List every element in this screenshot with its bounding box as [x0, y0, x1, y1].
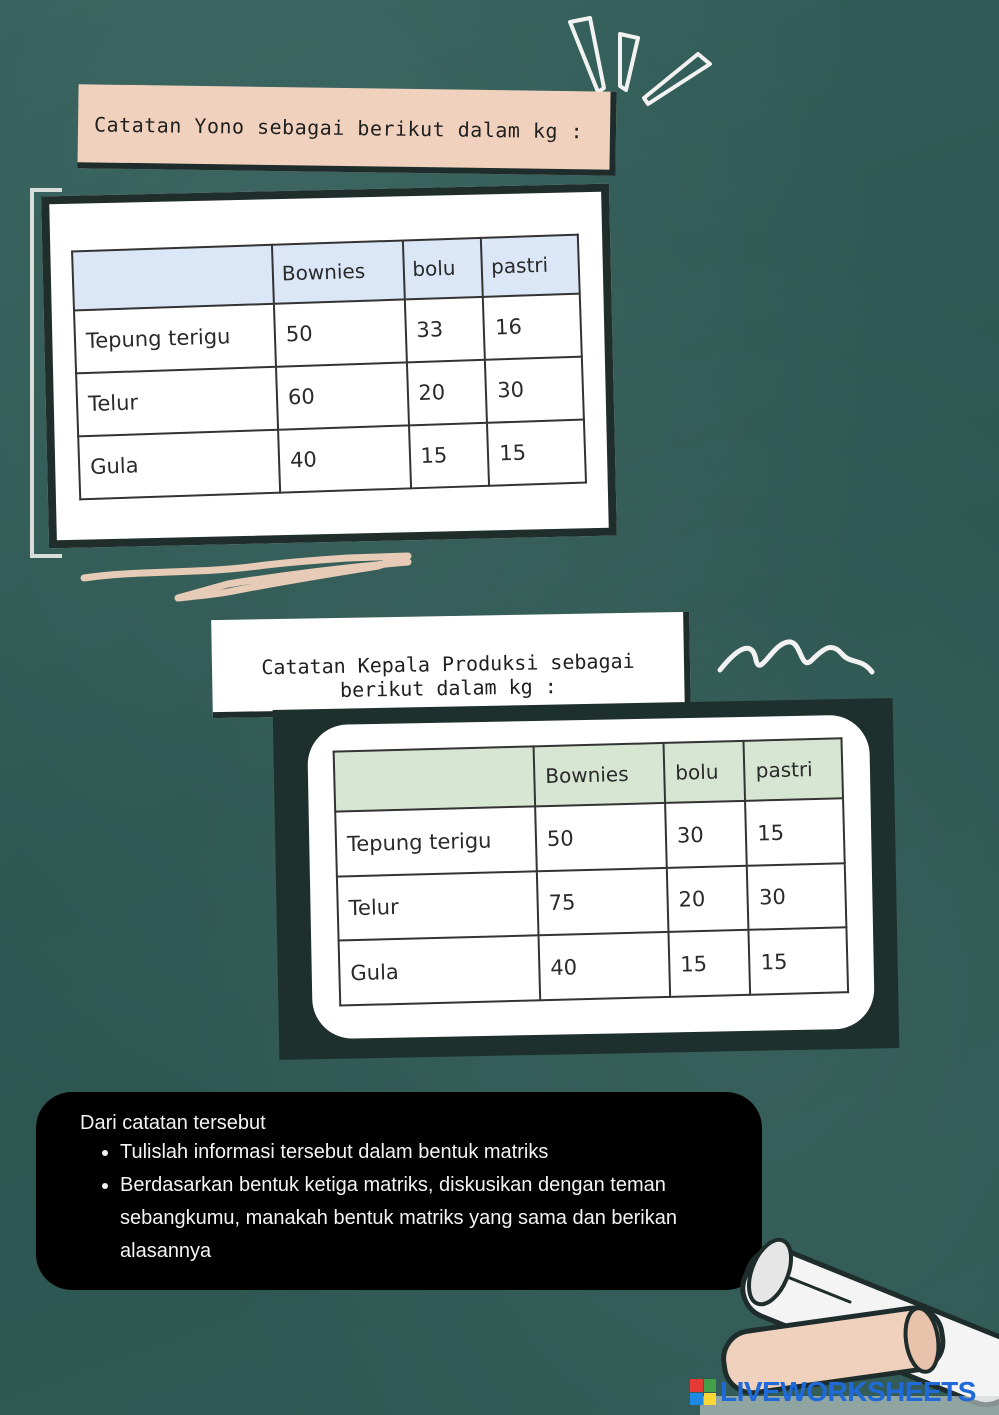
- table-cell: 50: [274, 299, 407, 366]
- table-cell: 33: [404, 297, 485, 363]
- table-yono: [71, 234, 587, 501]
- table-cell: 40: [539, 932, 671, 1000]
- instructions-box: [36, 1092, 762, 1290]
- table-row: [339, 928, 849, 1006]
- title-kepala-line2: berikut dalam kg :: [339, 674, 557, 702]
- instructions-lead: Dari catatan tersebut: [80, 1112, 266, 1134]
- table-card-yono: [41, 184, 617, 549]
- table-cell: 16: [483, 294, 582, 360]
- header-cell: Bownies: [534, 743, 666, 807]
- chalk-scribble-decoration: [78, 548, 438, 608]
- watermark-text: LIVEWORKSHEETS: [720, 1376, 976, 1407]
- table-cell: 30: [665, 801, 747, 868]
- table-card-kepala-produksi: [273, 698, 900, 1060]
- row-label: Gula: [78, 430, 280, 500]
- instruction-item: • Tulislah informasi tersebut dalam bentuk matriks: [120, 1136, 700, 1169]
- table-cell: 40: [278, 425, 411, 492]
- table-cell: 20: [667, 866, 749, 933]
- liveworksheets-logo-icon: [690, 1379, 716, 1405]
- table-cell: 15: [746, 799, 845, 866]
- chalk-zigzag-decoration: [716, 630, 882, 690]
- header-cell: pastri: [744, 738, 843, 801]
- row-label: Tepung terigu: [335, 807, 537, 877]
- table-cell: 15: [487, 420, 586, 486]
- header-cell: Bownies: [272, 240, 404, 303]
- row-label: Telur: [76, 367, 278, 437]
- row-label: Telur: [337, 871, 539, 941]
- table-cell: 75: [537, 868, 669, 936]
- table-cell: 15: [749, 928, 848, 995]
- row-label: Gula: [339, 936, 541, 1006]
- row-label: Tepung terigu: [74, 304, 276, 374]
- header-cell: pastri: [481, 235, 580, 297]
- instruction-item: • Berdasarkan bentuk ketiga matriks, diskusikan dengan teman sebangkumu, manakah bentuk matriks yang sama dan berikan alasannya: [120, 1169, 700, 1268]
- title-yono-text: Catatan Yono sebagai berikut dalam kg :: [93, 112, 584, 144]
- header-cell: bolu: [402, 238, 483, 300]
- table-cell: 30: [747, 863, 846, 930]
- table-cell: 50: [535, 803, 667, 871]
- header-cell: [72, 245, 274, 311]
- header-cell: [334, 746, 536, 812]
- table-cell: 15: [668, 930, 750, 997]
- header-cell: bolu: [663, 741, 745, 804]
- title-kepala-line1: Catatan Kepala Produksi sebagai: [261, 648, 635, 680]
- liveworksheets-watermark: [690, 1374, 976, 1410]
- instructions-list: [80, 1136, 700, 1268]
- table-kepala-produksi: [333, 737, 850, 1006]
- table-cell: 30: [485, 357, 584, 423]
- table-card-inner: [307, 715, 875, 1040]
- title-box-kepala-produksi: [211, 612, 691, 718]
- table-cell: 15: [409, 423, 490, 489]
- title-box-yono: [77, 84, 616, 176]
- table-cell: 20: [406, 360, 487, 426]
- table-cell: 60: [276, 362, 409, 429]
